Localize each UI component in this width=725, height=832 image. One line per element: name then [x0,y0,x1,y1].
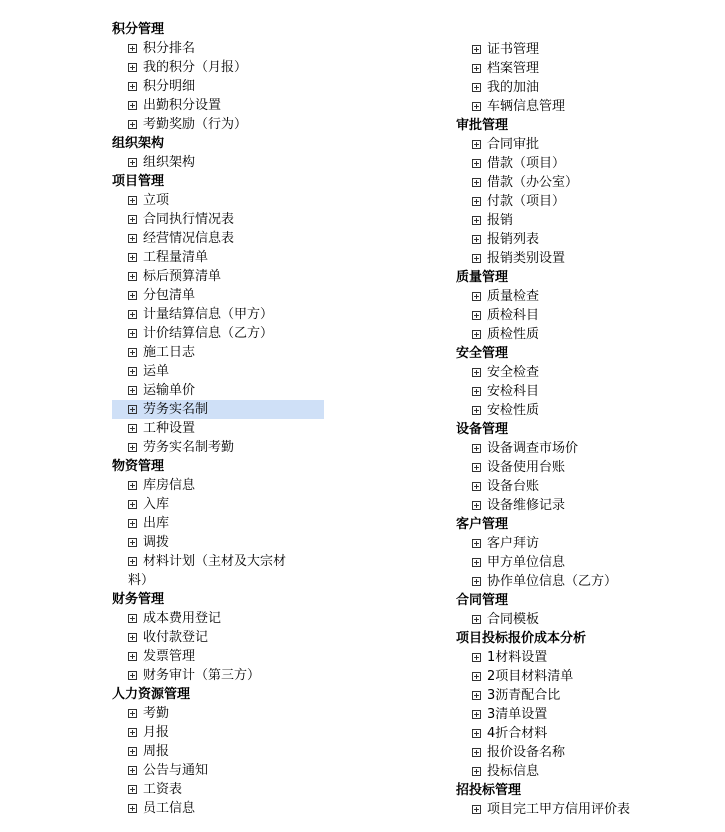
expand-plus-icon[interactable] [128,348,137,357]
menu-item-label: 安检性质 [487,403,540,418]
menu-item-label: 客户拜访 [487,536,540,551]
expand-plus-icon[interactable] [472,672,481,681]
menu-item-label: 分包清单 [143,288,196,303]
expand-plus-icon[interactable] [472,83,481,92]
expand-plus-icon[interactable] [472,653,481,662]
menu-item[interactable] [456,382,716,401]
menu-item[interactable] [456,705,716,724]
expand-plus-icon[interactable] [472,558,481,567]
menu-item-label: 档案管理 [487,61,540,76]
menu-item-label: 1材料设置 [487,650,548,665]
expand-plus-icon[interactable] [128,310,137,319]
expand-plus-icon[interactable] [128,614,137,623]
expand-plus-icon[interactable] [472,767,481,776]
menu-item[interactable] [456,59,716,78]
expand-plus-icon[interactable] [472,482,481,491]
menu-item-label: 经营情况信息表 [143,231,235,246]
menu-item[interactable] [112,58,332,77]
expand-plus-icon[interactable] [128,101,137,110]
menu-item-label: 材料计划（主材及大宗材料） [128,554,287,588]
menu-item[interactable] [456,762,716,781]
expand-plus-icon[interactable] [128,386,137,395]
expand-plus-icon[interactable] [472,805,481,814]
expand-plus-icon[interactable] [472,292,481,301]
menu-item[interactable] [456,97,716,116]
menu-item[interactable] [456,192,716,211]
expand-plus-icon[interactable] [472,444,481,453]
menu-item-label: 付款（项目） [487,194,566,209]
menu-item[interactable] [112,799,332,818]
menu-group-title: 财务管理 [112,592,165,607]
menu-item-label: 运输单价 [143,383,196,398]
expand-plus-icon[interactable] [128,272,137,281]
menu-item-label: 施工日志 [143,345,196,360]
menu-item[interactable] [112,419,332,438]
menu-group-title: 项目管理 [112,174,165,189]
menu-item-label: 安全检查 [487,365,540,380]
menu-item[interactable] [456,610,716,629]
expand-plus-icon[interactable] [128,785,137,794]
menu-item[interactable] [112,609,332,628]
menu-item[interactable] [112,286,332,305]
menu-item[interactable] [456,648,716,667]
expand-plus-icon[interactable] [128,633,137,642]
menu-group-title: 设备管理 [456,422,509,437]
expand-plus-icon[interactable] [128,158,137,167]
menu-item[interactable] [112,438,332,457]
menu-item-label: 安检科目 [487,384,540,399]
menu-item[interactable] [112,533,332,552]
menu-item-label: 调拨 [143,535,170,550]
menu-item-label: 质检科目 [487,308,540,323]
menu-item[interactable] [112,324,332,343]
expand-plus-icon[interactable] [472,197,481,206]
menu-item-label: 考勤 [143,706,170,721]
menu-item-label: 报销类别设置 [487,251,566,266]
expand-plus-icon[interactable] [128,538,137,547]
menu-item[interactable] [112,191,332,210]
menu-item-label: 合同执行情况表 [143,212,235,227]
menu-item[interactable] [456,325,716,344]
menu-item[interactable] [456,458,716,477]
menu-item[interactable] [112,761,332,780]
expand-plus-icon[interactable] [472,368,481,377]
menu-group-title: 招投标管理 [456,783,522,798]
menu-item-label: 报销列表 [487,232,540,247]
expand-plus-icon[interactable] [128,215,137,224]
menu-item-label: 财务审计（第三方） [143,668,261,683]
menu-item[interactable] [456,800,716,819]
menu-item-label: 4折合材料 [487,726,548,741]
menu-item[interactable] [456,572,716,591]
menu-item-label: 协作单位信息（乙方） [487,574,618,589]
expand-plus-icon[interactable] [472,710,481,719]
menu-item[interactable] [456,154,716,173]
menu-item-label: 标后预算清单 [143,269,222,284]
expand-plus-icon[interactable] [128,709,137,718]
expand-plus-icon[interactable] [128,234,137,243]
menu-item[interactable] [112,362,332,381]
menu-item-label: 证书管理 [487,42,540,57]
menu-item[interactable] [112,400,324,419]
expand-plus-icon[interactable] [472,387,481,396]
menu-item-label: 员工信息 [143,801,196,816]
expand-plus-icon[interactable] [472,501,481,510]
expand-plus-icon[interactable] [472,64,481,73]
menu-item-label: 合同模板 [487,612,540,627]
menu-item-label: 积分明细 [143,79,196,94]
menu-item-label: 劳务实名制 [143,402,209,417]
menu-item[interactable] [456,686,716,705]
menu-item-label: 周报 [143,744,170,759]
menu-item[interactable] [112,210,332,229]
expand-plus-icon[interactable] [472,235,481,244]
expand-plus-icon[interactable] [128,519,137,528]
menu-item-label: 出库 [143,516,170,531]
expand-plus-icon[interactable] [128,652,137,661]
menu-group-title: 人力资源管理 [112,687,191,702]
expand-plus-icon[interactable] [128,481,137,490]
menu-item[interactable] [112,39,332,58]
menu-item-label: 发票管理 [143,649,196,664]
expand-plus-icon[interactable] [128,196,137,205]
menu-item-label: 质量检查 [487,289,540,304]
menu-item-label: 3清单设置 [487,707,548,722]
menu-item[interactable] [456,230,716,249]
menu-item[interactable] [456,477,716,496]
expand-plus-icon[interactable] [128,44,137,53]
expand-plus-icon[interactable] [472,748,481,757]
menu-item[interactable] [456,401,716,420]
right-menu-column [456,40,716,819]
menu-item-label: 计量结算信息（甲方） [143,307,274,322]
menu-item-label: 设备维修记录 [487,498,566,513]
expand-plus-icon[interactable] [128,405,137,414]
menu-item-label: 报销 [487,213,514,228]
menu-item[interactable] [456,173,716,192]
menu-item[interactable] [456,363,716,382]
menu-item[interactable] [112,153,332,172]
menu-item-label: 3沥青配合比 [487,688,561,703]
menu-item-label: 组织架构 [143,155,196,170]
menu-item[interactable] [112,723,332,742]
menu-item[interactable] [456,135,716,154]
menu-group-title: 质量管理 [456,270,509,285]
menu-item[interactable] [112,229,332,248]
menu-item-label: 甲方单位信息 [487,555,566,570]
menu-item[interactable] [112,248,332,267]
menu-item-label: 运单 [143,364,170,379]
menu-item[interactable] [112,77,332,96]
menu-item-label: 质检性质 [487,327,540,342]
menu-item-label: 月报 [143,725,170,740]
menu-item-label: 工种设置 [143,421,196,436]
menu-item-label: 我的加油 [487,80,540,95]
menu-item[interactable] [456,553,716,572]
menu-item[interactable] [112,780,332,799]
menu-group-title: 客户管理 [456,517,509,532]
expand-plus-icon[interactable] [472,159,481,168]
menu-item-label: 项目完工甲方信用评价表 [487,802,631,817]
menu-item-label: 公告与通知 [143,763,209,778]
expand-plus-icon[interactable] [128,500,137,509]
menu-item-label: 工资表 [143,782,183,797]
expand-plus-icon[interactable] [472,311,481,320]
menu-group-title: 合同管理 [456,593,509,608]
expand-plus-icon[interactable] [472,140,481,149]
expand-plus-icon[interactable] [128,367,137,376]
menu-item-label: 我的积分（月报） [143,60,248,75]
expand-plus-icon[interactable] [472,330,481,339]
menu-group-title: 审批管理 [456,118,509,133]
expand-plus-icon[interactable] [128,120,137,129]
menu-item-label: 考勤奖励（行为） [143,117,248,132]
expand-plus-icon[interactable] [472,102,481,111]
menu-item-label: 合同审批 [487,137,540,152]
menu-item[interactable] [112,552,302,590]
expand-plus-icon[interactable] [472,45,481,54]
expand-plus-icon[interactable] [472,729,481,738]
expand-plus-icon[interactable] [128,82,137,91]
menu-item[interactable] [456,211,716,230]
menu-item[interactable] [112,666,332,685]
menu-group-title: 安全管理 [456,346,509,361]
menu-item-label: 2项目材料清单 [487,669,574,684]
menu-item-label: 计价结算信息（乙方） [143,326,274,341]
menu-group-title: 积分管理 [112,22,165,37]
expand-plus-icon[interactable] [472,178,481,187]
menu-item-label: 借款（办公室） [487,175,579,190]
expand-plus-icon[interactable] [472,463,481,472]
menu-item-label: 报价设备名称 [487,745,566,760]
menu-item[interactable] [456,724,716,743]
expand-plus-icon[interactable] [128,424,137,433]
menu-item-label: 设备使用台账 [487,460,566,475]
menu-item[interactable] [112,305,332,324]
menu-item[interactable] [112,495,332,514]
menu-item-label: 成本费用登记 [143,611,222,626]
expand-plus-icon[interactable] [128,253,137,262]
expand-plus-icon[interactable] [128,63,137,72]
expand-plus-icon[interactable] [472,254,481,263]
expand-plus-icon[interactable] [128,747,137,756]
menu-item[interactable] [456,496,716,515]
expand-plus-icon[interactable] [472,216,481,225]
expand-plus-icon[interactable] [128,766,137,775]
menu-item[interactable] [112,115,332,134]
menu-item-label: 借款（项目） [487,156,566,171]
menu-item[interactable] [456,249,716,268]
menu-item[interactable] [456,439,716,458]
menu-item[interactable] [112,96,332,115]
menu-item[interactable] [112,476,332,495]
menu-item-label: 出勤积分设置 [143,98,222,113]
expand-plus-icon[interactable] [128,728,137,737]
menu-item[interactable] [112,742,332,761]
menu-item-label: 投标信息 [487,764,540,779]
menu-group-title: 组织架构 [112,136,165,151]
menu-group-title: 项目投标报价成本分析 [456,631,587,646]
expand-plus-icon[interactable] [128,671,137,680]
menu-item[interactable] [112,647,332,666]
expand-plus-icon[interactable] [472,406,481,415]
expand-plus-icon[interactable] [128,804,137,813]
expand-plus-icon[interactable] [128,329,137,338]
menu-item[interactable] [456,306,716,325]
menu-item-label: 入库 [143,497,170,512]
menu-item[interactable] [112,704,332,723]
expand-plus-icon[interactable] [472,615,481,624]
menu-item[interactable] [456,40,716,59]
expand-plus-icon[interactable] [472,577,481,586]
menu-item[interactable] [112,267,332,286]
menu-item-label: 立项 [143,193,170,208]
menu-item[interactable] [456,743,716,762]
menu-item-label: 积分排名 [143,41,196,56]
menu-item-label: 收付款登记 [143,630,209,645]
menu-item[interactable] [112,514,332,533]
menu-item-label: 劳务实名制考勤 [143,440,235,455]
menu-item-label: 工程量清单 [143,250,209,265]
menu-item-label: 设备台账 [487,479,540,494]
menu-item[interactable] [456,534,716,553]
left-menu-column [112,20,332,818]
menu-item[interactable] [456,287,716,306]
expand-plus-icon[interactable] [128,557,137,566]
menu-item-label: 库房信息 [143,478,196,493]
expand-plus-icon[interactable] [472,691,481,700]
menu-item-label: 设备调查市场价 [487,441,579,456]
menu-item[interactable] [112,381,332,400]
menu-item[interactable] [112,343,332,362]
expand-plus-icon[interactable] [128,291,137,300]
expand-plus-icon[interactable] [128,443,137,452]
menu-item-label: 车辆信息管理 [487,99,566,114]
menu-item[interactable] [456,667,716,686]
menu-group-title: 物资管理 [112,459,165,474]
menu-item[interactable] [456,78,716,97]
expand-plus-icon[interactable] [472,539,481,548]
menu-item[interactable] [112,628,332,647]
